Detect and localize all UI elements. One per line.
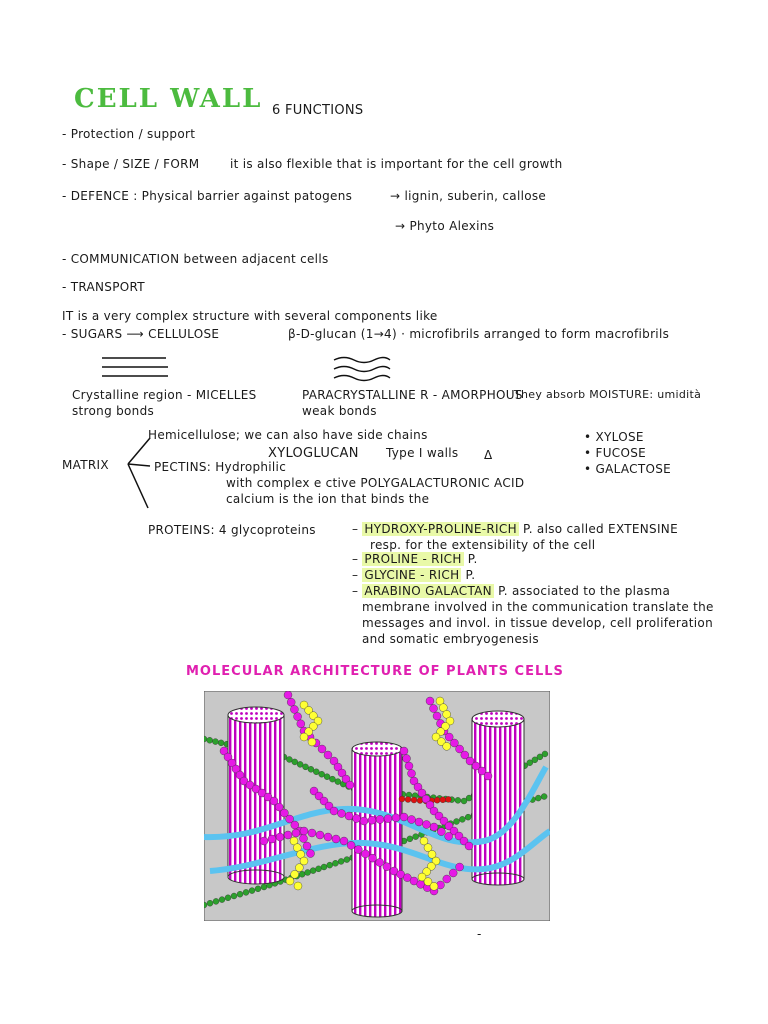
function-communication: - COMMUNICATION between adjacent cells: [62, 252, 329, 266]
page-title: CELL WALL: [74, 84, 263, 114]
sidechain-galactose: • GALACTOSE: [584, 462, 672, 476]
function-defence: - DEFENCE : Physical barrier against patogens: [62, 189, 353, 203]
protein-hydroxyproline-name: HYDROXY-PROLINE-RICH: [364, 522, 517, 536]
protein-arabinogalactan: – ARABINO GALACTAN P. associated to the plasma: [352, 584, 671, 598]
protein-hydroxyproline-note: P. also called EXTENSINE: [523, 522, 678, 536]
protein-glycine: – GLYCINE - RICH P.: [352, 568, 476, 582]
protein-proline-suffix: P.: [467, 552, 478, 566]
microfibril-cylinder-center: [352, 742, 402, 917]
matrix-brace-icon: [120, 434, 160, 514]
paracrystalline-waves-icon: [332, 354, 392, 388]
protein-hydroxyproline-desc: resp. for the extensibility of the cell: [370, 538, 596, 552]
xyloglucan-label: XYLOGLUCAN: [268, 446, 359, 461]
crystalline-region: Crystalline region - MICELLES: [72, 388, 257, 402]
paracrystalline-moisture: They absorb MOISTURE: umidità: [514, 388, 702, 401]
function-transport: - TRANSPORT: [62, 280, 145, 294]
sugars-glucan: β-D-glucan (1→4) · microfibrils arranged to form macrofibrils: [288, 327, 670, 341]
type-one-walls: Type I walls: [386, 446, 459, 460]
page-mark: -: [477, 927, 482, 941]
protein-arabinogalactan-desc1: membrane involved in the communication translate the: [362, 600, 714, 614]
proteins-label: PROTEINS: 4 glycoproteins: [148, 523, 316, 537]
molecular-architecture-diagram: [204, 691, 550, 921]
pectins-acid: with complex e ctive POLYGALACTURONIC ACID: [226, 476, 525, 490]
delta-mark: Δ: [484, 448, 493, 462]
function-shape-note: it is also flexible that is important for the cell growth: [230, 157, 563, 171]
crystalline-lines-icon: [100, 354, 175, 386]
protein-arabinogalactan-desc2: messages and invol. in tissue develop, cell proliferation: [362, 616, 713, 630]
pectins-line: PECTINS: Hydrophilic: [154, 460, 287, 474]
paracrystalline-bonds: weak bonds: [302, 404, 377, 418]
function-defence-phytoalexins: → Phyto Alexins: [395, 219, 495, 233]
matrix-label: MATRIX: [62, 458, 109, 472]
pectins-calcium: calcium is the ion that binds the: [226, 492, 430, 506]
protein-arabinogalactan-desc3: and somatic embryogenesis: [362, 632, 539, 646]
function-defence-compounds: → lignin, suberin, callose: [390, 189, 547, 203]
function-shape: - Shape / SIZE / FORM: [62, 157, 200, 171]
protein-proline-name: PROLINE - RICH: [364, 552, 462, 566]
hemicellulose-line: Hemicellulose; we can also have side chains: [148, 428, 428, 442]
protein-arabinogalactan-note: P. associated to the plasma: [498, 584, 671, 598]
sidechain-xylose: • XYLOSE: [584, 430, 644, 444]
diagram-title: MOLECULAR ARCHITECTURE OF PLANTS CELLS: [186, 664, 564, 679]
paracrystalline-region: PARACRYSTALLINE R - AMORPHOUS: [302, 388, 523, 402]
function-protection: - Protection / support: [62, 127, 196, 141]
subtitle: 6 FUNCTIONS: [272, 103, 364, 118]
protein-glycine-suffix: P.: [465, 568, 476, 582]
structure-intro: IT is a very complex structure with several components like: [62, 309, 438, 323]
crystalline-bonds: strong bonds: [72, 404, 155, 418]
protein-arabinogalactan-name: ARABINO GALACTAN: [364, 584, 492, 598]
protein-hydroxyproline: – HYDROXY-PROLINE-RICH P. also called EXTENSINE: [352, 522, 678, 536]
protein-proline: – PROLINE - RICH P.: [352, 552, 478, 566]
sidechain-fucose: • FUCOSE: [584, 446, 647, 460]
protein-glycine-name: GLYCINE - RICH: [364, 568, 460, 582]
sugars-cellulose: - SUGARS ⟶ CELLULOSE: [62, 327, 220, 341]
